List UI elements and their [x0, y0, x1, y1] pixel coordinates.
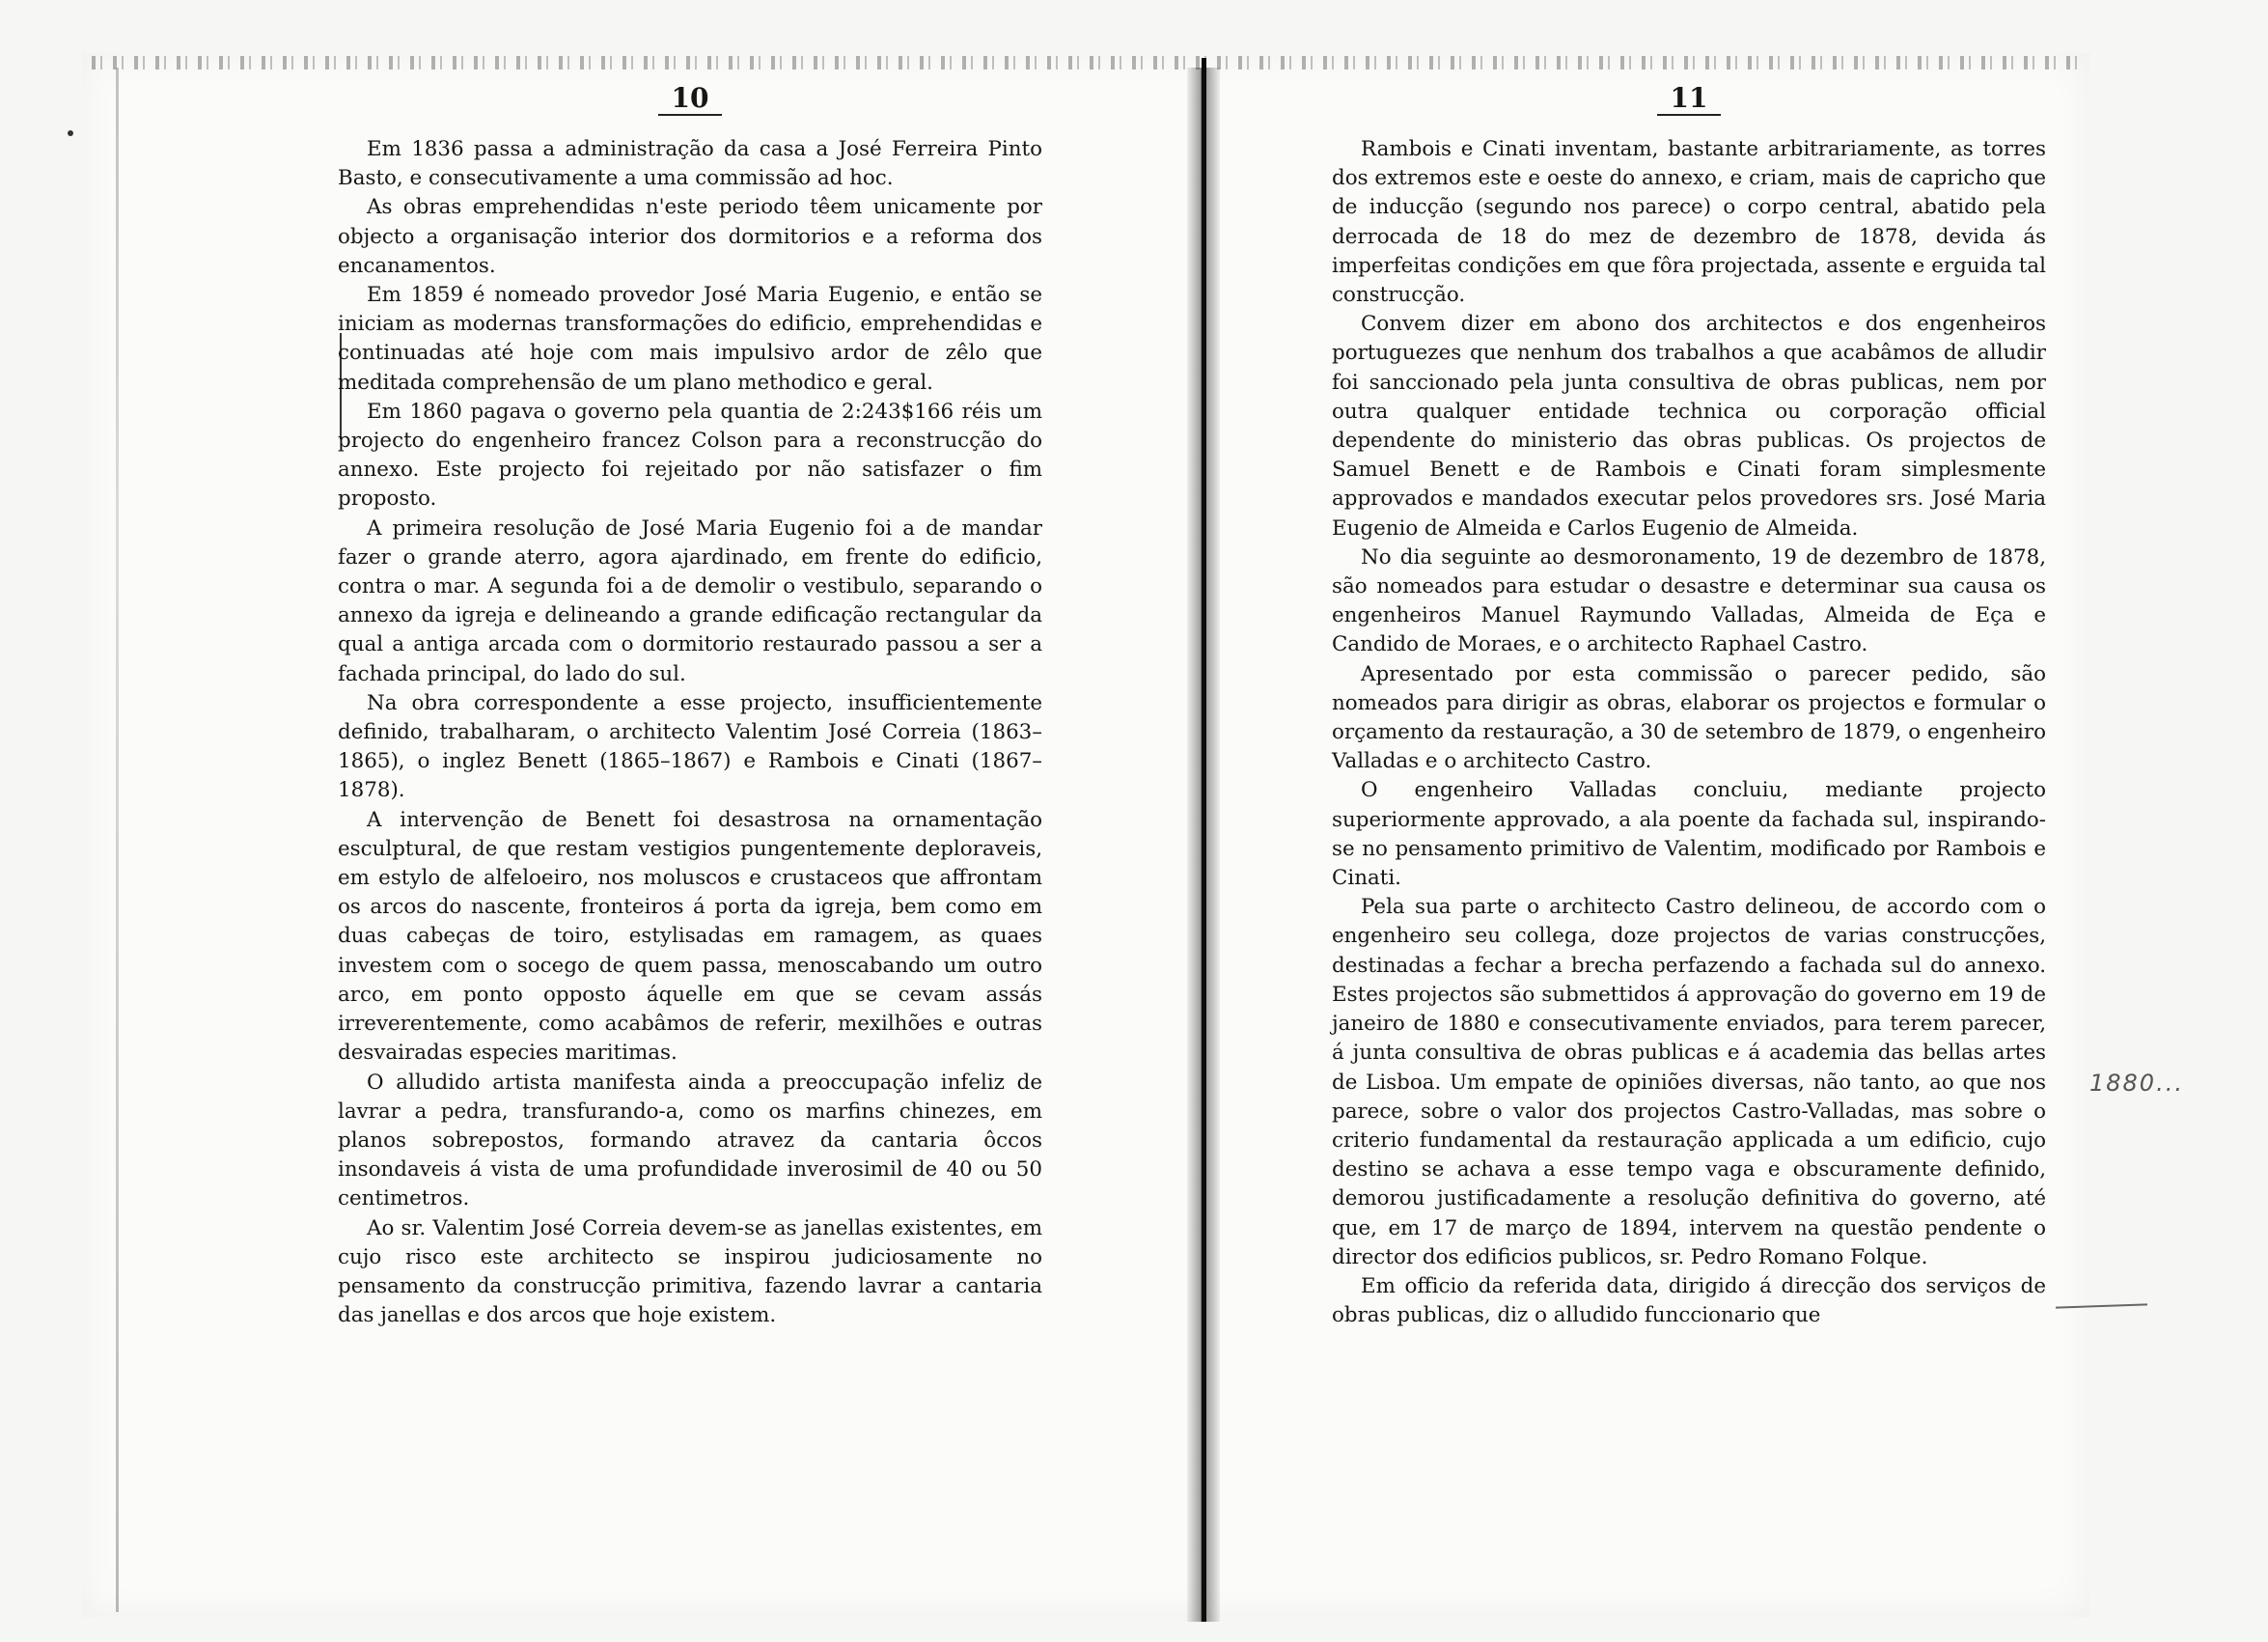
- paragraph: Pela sua parte o architecto Castro delineou, de accordo com o engenheiro seu collega, doze projectos de varias construcções, destinadas a fechar a brecha perfazendo a fachada sul do annexo. Estes projectos são submettidos á approvação do governo em 19 de janeiro de 1880 e consecutivamente enviados, para terem parecer, á junta consultiva de obras publicas e á academia das bellas artes de Lisboa. Um empate de opiniões diversas, não tanto, ao que nos parece, sobre o valor dos projectos Castro-Valladas, mas sobre o criterio fundamental da restauração applicada a um edificio, cujo destino se achava a esse tempo vaga e obscuramente definido, demorou justificadamente a resolução definitiva do governo, até que, em 17 de março de 1894, intervem na questão pendente o director dos edificios publicos, sr. Pedro Romano Folque.: [1332, 895, 2046, 1269]
- paragraph: O alludido artista manifesta ainda a preoccupação infeliz de lavrar a pedra, transfurando-a, como os marfins chinezes, em planos sobrepostos, formando atravez da cantaria ôccos insondaveis á vista de uma profundidade inverosimil de 40 ou 50 centimetros.: [338, 1070, 1042, 1211]
- paragraph: Em 1859 é nomeado provedor José Maria Eugenio, e então se iniciam as modernas transformações do edificio, emprehendidas e continuadas até hoje com mais impulsivo ardor de zêlo que meditada comprehensão de um plano methodico e geral.: [338, 283, 1042, 395]
- page-number-right: 11: [1332, 82, 2046, 114]
- left-page: [338, 82, 1042, 1330]
- paragraph: Na obra correspondente a esse projecto, insufficientemente definido, trabalharam, o architecto Valentim José Correia (1863–1865), o inglez Benett (1865–1867) e Rambois e Cinati (1867–1878).: [338, 690, 1042, 803]
- page-number-left: 10: [338, 82, 1042, 114]
- paragraph: No dia seguinte ao desmoronamento, 19 de dezembro de 1878, são nomeados para estudar o desastre e determinar sua causa os engenheiros Manuel Raymundo Valladas, Almeida de Eça e Candido de Moraes, e o architecto Raphael Castro.: [1332, 544, 2046, 657]
- speck: [68, 130, 73, 136]
- paragraph: Em 1860 pagava o governo pela quantia de 2:243$166 réis um projecto do engenheiro francez Colson para a reconstrucção do annexo. Este projecto foi rejeitado por não satisfazer o fim proposto.: [338, 399, 1042, 512]
- right-page: [1332, 82, 2046, 1330]
- left-binding-shadow: [116, 68, 119, 1612]
- paragraph: A intervenção de Benett foi desastrosa na ornamentação esculptural, de que restam vestigios pungentemente deploraveis, em estylo de alfeloeiro, nos moluscos e crustaceos que affrontam os arcos do nascente, fronteiros á porta da igreja, bem como em duas cabeças de toiro, estylisadas em ramagem, as quaes investem com o socego de quem passa, menoscabando um outro arco, em ponto opposto áquelle em que se cevam assás irreverentemente, como acabâmos de referir, mexilhões e outras desvairadas especies maritimas.: [338, 807, 1042, 1066]
- paragraph: As obras emprehendidas n'este periodo têem unicamente por objecto a organisação interior dos dormitorios e a reforma dos encanamentos.: [338, 195, 1042, 278]
- paragraph: Rambois e Cinati inventam, bastante arbitrariamente, as torres dos extremos este e oeste do annexo, e criam, mais de capricho que de inducção (segundo nos parece) o corpo central, abatido pela derrocada de 18 do mez de dezembro de 1878, devida ás imperfeitas condições em que fôra projectada, assente e erguida tal construcção.: [1332, 137, 2046, 308]
- paragraph: Apresentado por esta commissão o parecer pedido, são nomeados para dirigir as obras, elaborar os projectos e formular o orçamento da restauração, a 30 de setembro de 1879, o engenheiro Valladas e o architecto Castro.: [1332, 661, 2046, 774]
- paragraph: O engenheiro Valladas concluiu, mediante projecto superiormente approvado, a ala poente da fachada sul, inspirando-se no pensamento primitivo de Valentim, modificado por Rambois e Cinati.: [1332, 778, 2046, 891]
- paragraph: Convem dizer em abono dos architectos e dos engenheiros portuguezes que nenhum dos trabalhos a que acabâmos de alludir foi sanccionado pela junta consultiva de obras publicas, nem por outra qualquer entidade technica ou corporação official dependente do ministerio das obras publicas. Os projectos de Samuel Benett e de Rambois e Cinati foram simplesmente approvados e mandados executar pelos provedores srs. José Maria Eugenio de Almeida e Carlos Eugenio de Almeida.: [1332, 312, 2046, 541]
- book-spine: [1202, 58, 1206, 1622]
- handwritten-margin-note: 1880...: [2089, 1070, 2184, 1097]
- paragraph: Em officio da referida data, dirigido á direcção dos serviços de obras publicas, diz o alludido funccionario que: [1332, 1273, 2046, 1328]
- paragraph: A primeira resolução de José Maria Eugenio foi a de mandar fazer o grande aterro, agora ajardinado, em frente do edificio, contra o mar. A segunda foi a de demolir o vestibulo, separando o annexo da igreja e delineando a grande edificação rectangular da qual a antiga arcada com o dormitorio restaurado passou a ser a fachada principal, do lado do sul.: [338, 515, 1042, 686]
- paragraph: Ao sr. Valentim José Correia devem-se as janellas existentes, em cujo risco este architecto se inspirou judiciosamente no pensamento da construcção primitiva, fazendo lavrar a cantaria das janellas e dos arcos que hoje existem.: [338, 1215, 1042, 1328]
- top-edge-noise: [92, 56, 2080, 70]
- paragraph: Em 1836 passa a administração da casa a José Ferreira Pinto Basto, e consecutivamente a uma commissão ad hoc.: [338, 137, 1042, 191]
